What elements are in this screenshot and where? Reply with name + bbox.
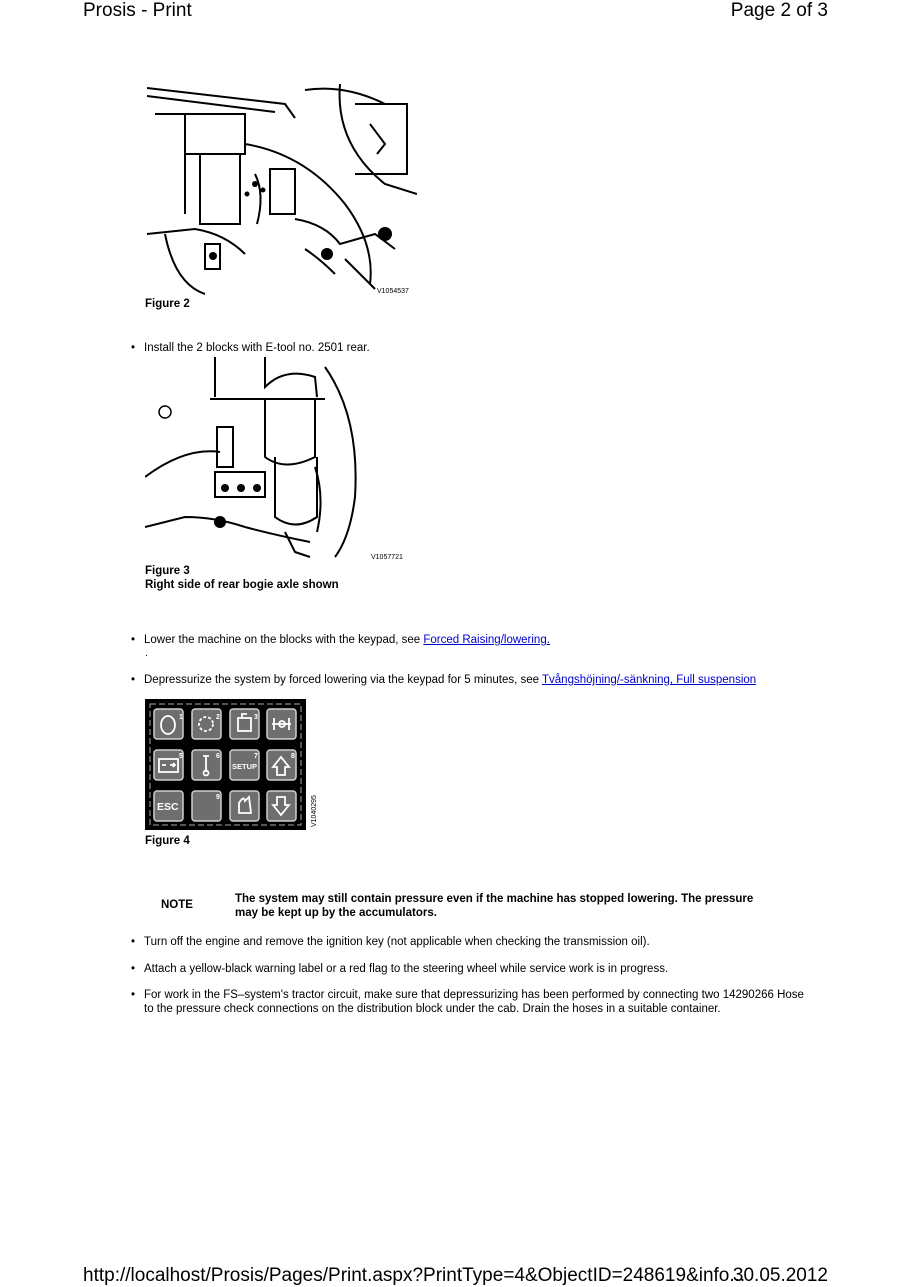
bullet-fs-system-text: For work in the FS–system's tractor circuit, make sure that depressurizing has been performed by connecting two 14290266 Hose to the pressure check connections on the distribution block under the cab. Drain the hoses in a suitable container. [144,989,804,1015]
note-text: The system may still contain pressure even if the machine has stopped lowering. The pressure may be kept up by the accumulators. [235,893,754,919]
bullet-marker: • [131,674,136,686]
figure-3-subcaption: Right side of rear bogie axle shown [145,579,339,591]
bullet-marker: • [131,634,136,646]
figure-4-keypad [145,699,320,832]
bullet-depressurize-text: Depressurize the system by forced lowering via the keypad for 5 minutes, see [144,674,543,686]
setup-key-label: SETUP [232,762,258,771]
figure-2-code: V1054537 [377,288,409,295]
print-title: Prosis - Print [83,0,192,21]
bullet-lower-machine-text: Lower the machine on the blocks with the keypad, see [144,634,424,646]
figure-2-illustration [145,84,417,296]
bullet-marker: • [131,936,136,948]
forced-raising-lowering-link[interactable]: Forced Raising/lowering. [423,634,550,646]
key-3-number: 3 [254,714,258,721]
bullet-marker: • [131,342,136,354]
bullet-depressurize [131,673,811,687]
key-6-number: 6 [216,753,220,760]
key-2-number: 2 [216,714,220,721]
bullet-marker: • [131,963,136,975]
key-1-number: 1 [179,714,183,721]
figure-2-caption: Figure 2 [145,298,190,310]
figure-3-code: V1057721 [371,554,403,561]
bullet-fs-system [131,988,811,1016]
note-label: NOTE [161,899,193,911]
full-suspension-link[interactable]: Tvångshöjning/-sänkning, Full suspension [542,674,757,686]
key-9-number: 9 [216,794,220,801]
bullet-lower-machine [131,633,811,647]
figure-3-caption: Figure 3 [145,565,190,577]
key-7-number: 7 [254,753,258,760]
bullet-install-blocks-text: Install the 2 blocks with E-tool no. 2501 rear. [144,342,370,354]
footer-date: 30.05.2012 [732,1265,828,1286]
esc-key-label: ESC [157,801,179,813]
figure-4-code: V1040295 [311,795,318,827]
trailing-dot: . [145,648,148,659]
bullet-turn-off-engine-text: Turn off the engine and remove the ignition key (not applicable when checking the transmission oil). [144,936,650,948]
key-8-number: 8 [291,753,295,760]
bullet-warning-label [131,962,811,976]
bullet-turn-off-engine [131,935,811,949]
page-number: Page 2 of 3 [730,0,828,21]
figure-3-illustration [145,357,410,562]
footer-url: http://localhost/Prosis/Pages/Print.aspx?PrintType=4&ObjectID=248619&info... [83,1265,746,1286]
figure-4-caption: Figure 4 [145,835,190,847]
bullet-install-blocks [131,341,811,355]
key-5-number: 5 [179,753,183,760]
bullet-warning-label-text: Attach a yellow-black warning label or a red flag to the steering wheel while service work is in progress. [144,963,669,975]
bullet-marker: • [131,989,136,1001]
